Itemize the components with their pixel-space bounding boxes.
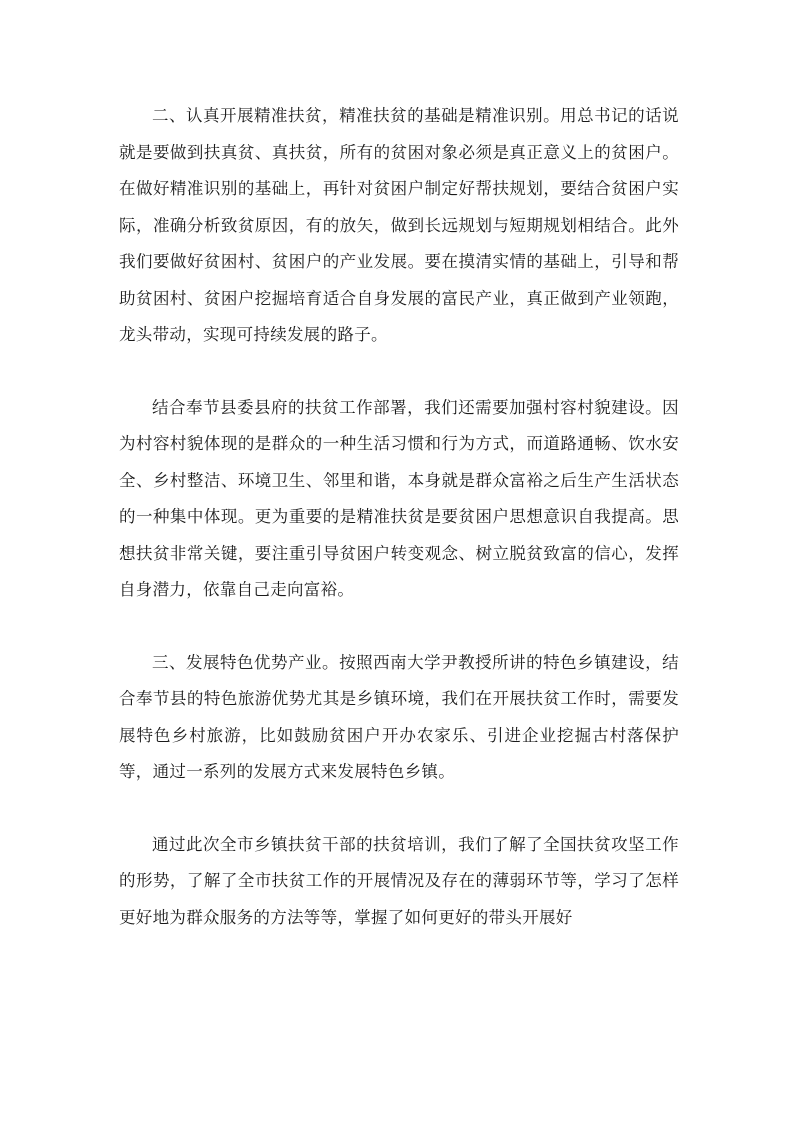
paragraph-precision-poverty-alleviation: 二、认真开展精准扶贫，精准扶贫的基础是精准识别。用总书记的话说就是要做到扶真贫、真扶贫，所有的贫困对象必须是真正意义上的贫困户。在做好精准识别的基础上，再针对贫困户制定好帮扶规划，要结合贫困户实际，准确分析致贫原因，有的放矢，做到长远规划与短期规划相结合。此外我们要做好贫困村、贫困户的产业发展。要在摸清实情的基础上，引导和帮助贫困村、贫困户挖掘培育适合自身发展的富民产业，真正做到产业领跑，龙头带动，实现可持续发展的路子。 — [119, 106, 679, 344]
paragraph-training-summary: 通过此次全市乡镇扶贫干部的扶贫培训，我们了解了全国扶贫攻坚工作的形势，了解了全市扶贫工作的开展情况及存在的薄弱环节等，学习了怎样更好地为群众服务的方法等等，掌握了如何更好的带头开展好 — [119, 834, 679, 927]
paragraph-characteristic-industry: 三、发展特色优势产业。按照西南大学尹教授所讲的特色乡镇建设，结合奉节县的特色旅游优势尤其是乡镇环境，我们在开展扶贫工作时，需要发展特色乡村旅游，比如鼓励贫困户开办农家乐、引进企业挖掘古村落保护等，通过一系列的发展方式来发展特色乡镇。 — [119, 652, 679, 781]
paragraph-village-appearance: 结合奉节县委县府的扶贫工作部署，我们还需要加强村容村貌建设。因为村容村貌体现的是群众的一种生活习惯和行为方式，而道路通畅、饮水安全、乡村整洁、环境卫生、邻里和谐，本身就是群众富裕之后生产生活状态的一种集中体现。更为重要的是精准扶贫是要贫困户思想意识自我提高。思想扶贫非常关键，要注重引导贫困户转变观念、树立脱贫致富的信心，发挥自身潜力，依靠自己走向富裕。 — [119, 397, 679, 599]
document-body — [119, 98, 679, 972]
